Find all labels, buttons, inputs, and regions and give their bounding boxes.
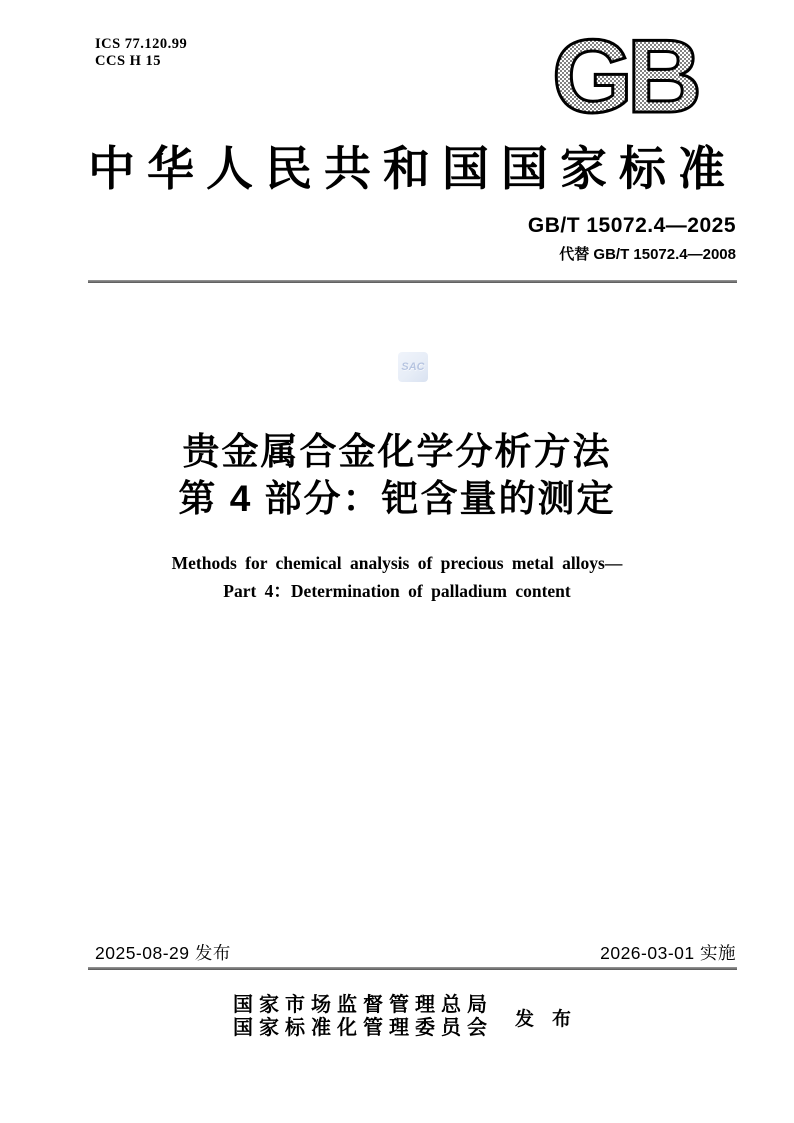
ics-code: ICS 77.120.99	[95, 36, 188, 52]
gb-logo-icon	[542, 28, 706, 120]
classification-codes	[95, 36, 187, 70]
sac-watermark-icon	[398, 352, 428, 382]
title-cn-line1: 贵金属合金化学分析方法	[182, 431, 612, 472]
issue-date: 2025-08-29 发布	[95, 943, 231, 963]
national-standard-header: 中华人民共和国国家标准	[88, 144, 737, 196]
dates-row	[95, 940, 736, 965]
header-divider-line	[88, 280, 737, 283]
issuer-line2: 国家标准化管理委员会	[232, 1017, 493, 1039]
footer-divider-line	[88, 967, 737, 970]
title-en-line1: Methods for chemical analysis of precious metal alloys—	[171, 553, 623, 573]
issuing-bodies	[14, 994, 794, 1040]
issuer-line1: 国家市场监督管理总局	[232, 994, 493, 1016]
standard-number: GB/T 15072.4—2025	[527, 214, 736, 237]
title-cn-line2: 第 4 部分：钯含量的测定	[178, 478, 616, 519]
document-title-chinese	[0, 428, 794, 522]
ccs-code: CCS H 15	[95, 53, 162, 69]
implement-date: 2026-03-01 实施	[600, 943, 736, 963]
release-label: 发布	[514, 1008, 589, 1030]
sac-watermark-text: SAC	[401, 361, 425, 373]
replaces-note: 代替 GB/T 15072.4—2008	[559, 246, 736, 263]
document-title-english	[0, 549, 794, 605]
issuer-names	[233, 994, 493, 1040]
title-en-line2: Part 4：Determination of palladium content	[223, 581, 571, 601]
gb-logo-text: GB	[552, 28, 696, 120]
